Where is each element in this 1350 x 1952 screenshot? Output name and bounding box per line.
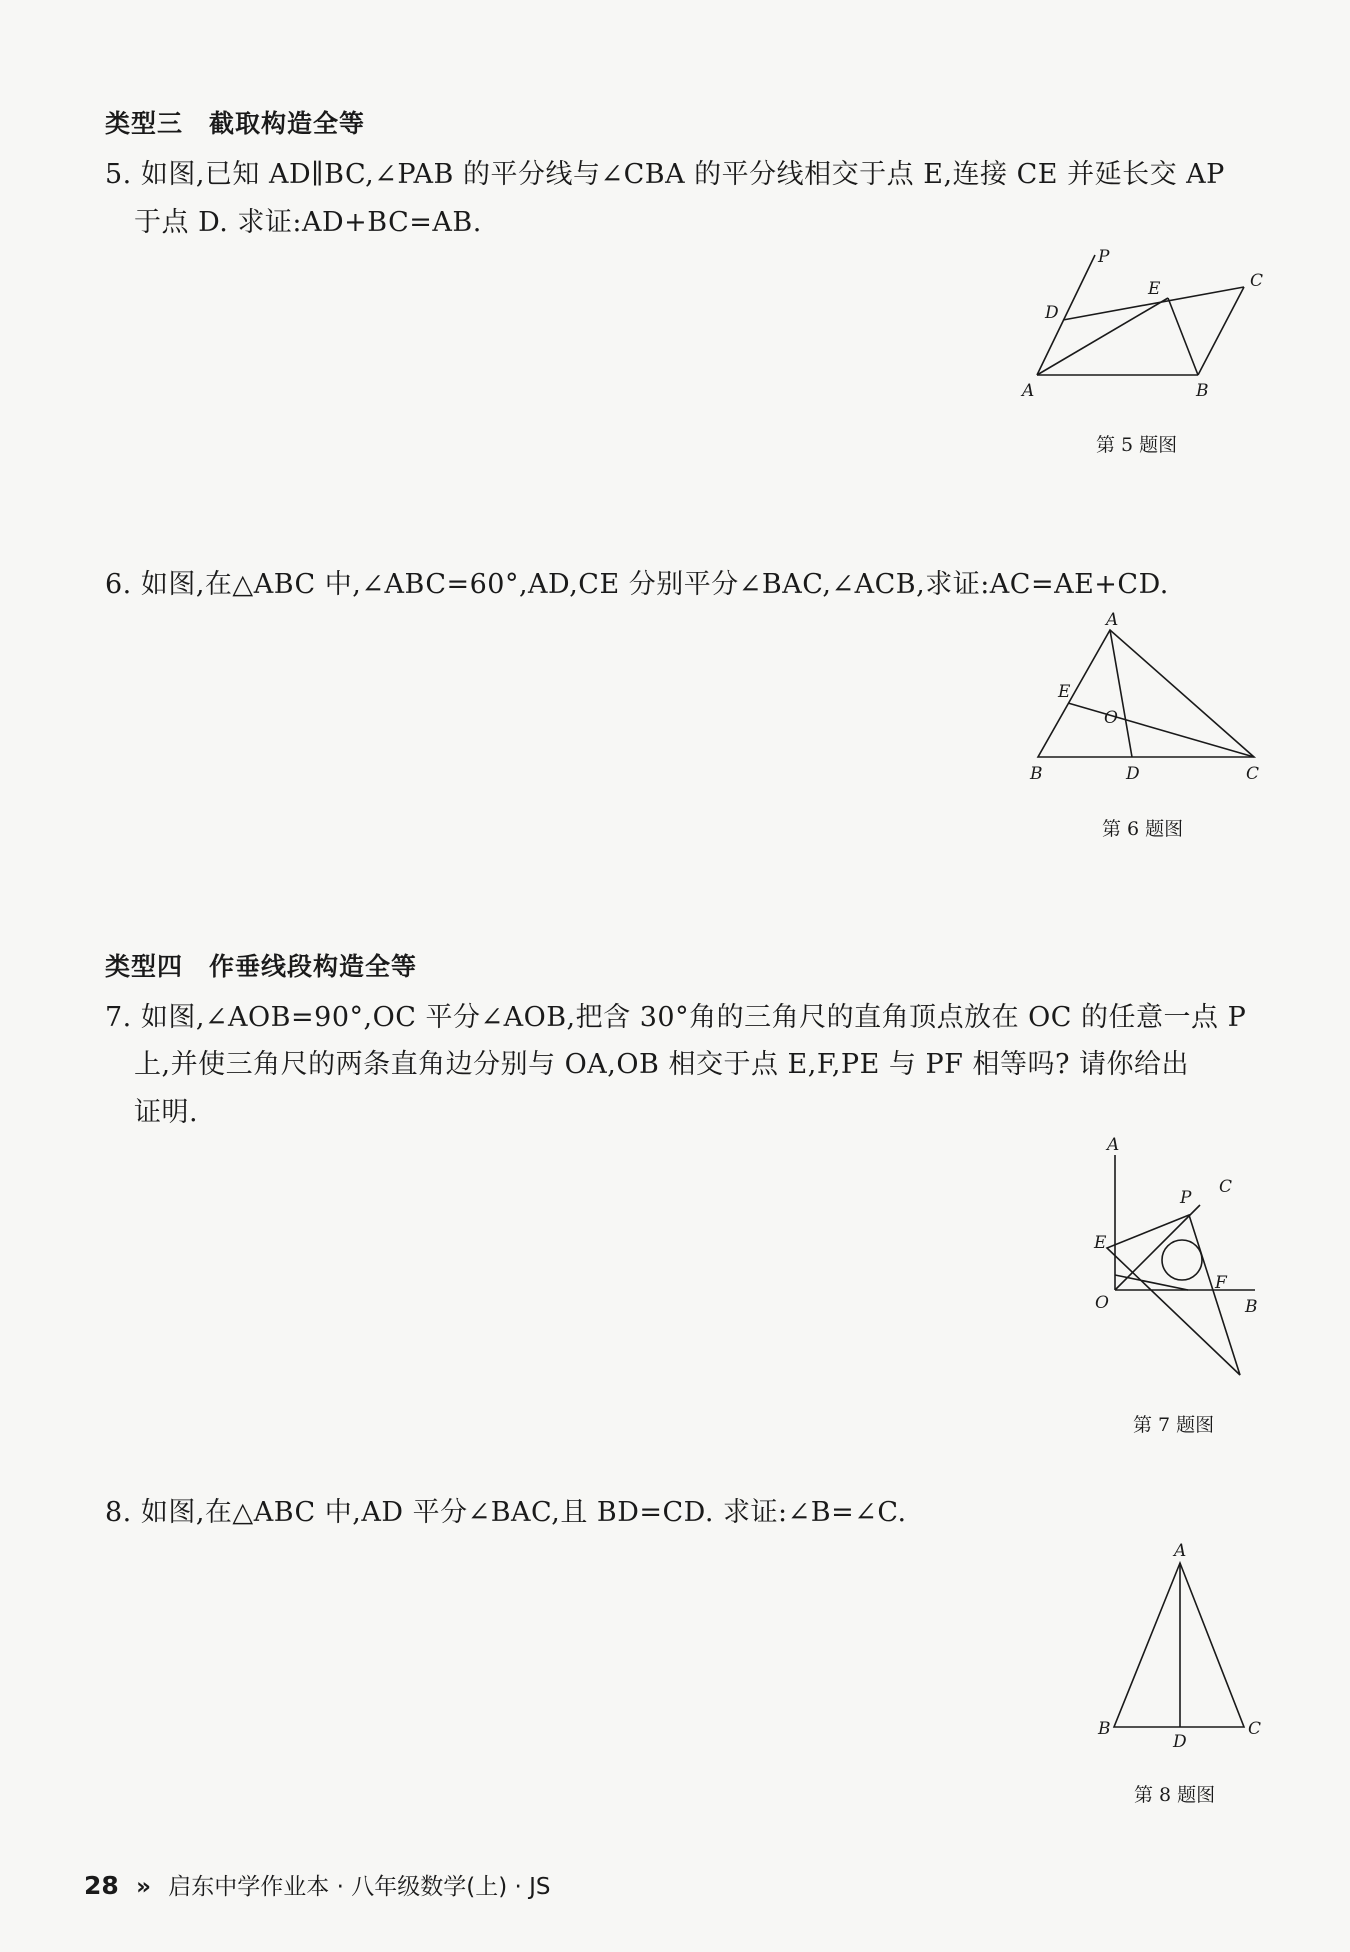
q8-label-C: C bbox=[1248, 1719, 1262, 1739]
page-number: 28 bbox=[84, 1871, 119, 1900]
q6-label-A: A bbox=[1106, 610, 1119, 630]
q8-label-A: A bbox=[1174, 1541, 1187, 1561]
question-5-line-1: 5. 如图,已知 AD∥BC,∠PAB 的平分线与∠CBA 的平分线相交于点 E,连接 CE 并延长交 AP bbox=[105, 159, 1225, 190]
book-title: 启东中学作业本 · 八年级数学(上) · JS bbox=[168, 1874, 551, 1900]
section-heading-type3: 类型三 截取构造全等 bbox=[105, 109, 366, 138]
figure-q6 bbox=[1020, 605, 1290, 795]
caption-q7: 第 7 题图 bbox=[1133, 1414, 1215, 1436]
question-5-line-2: 于点 D. 求证:AD+BC=AB. bbox=[134, 207, 482, 238]
caption-q5: 第 5 题图 bbox=[1096, 434, 1178, 456]
q5-label-B: B bbox=[1196, 381, 1209, 401]
q5-label-C: C bbox=[1250, 271, 1264, 291]
page-footer bbox=[84, 1868, 550, 1901]
q7-label-A: A bbox=[1107, 1135, 1120, 1155]
q7-label-E: E bbox=[1094, 1233, 1107, 1253]
question-7-line-2: 上,并使三角尺的两条直角边分别与 OA,OB 相交于点 E,F,PE 与 PF 相等吗? 请你给出 bbox=[134, 1049, 1190, 1080]
q6-label-E: E bbox=[1058, 682, 1071, 702]
question-8-line-1: 8. 如图,在△ABC 中,AD 平分∠BAC,且 BD=CD. 求证:∠B=∠C. bbox=[105, 1497, 907, 1528]
q7-label-B: B bbox=[1245, 1297, 1258, 1317]
figure-q8 bbox=[1090, 1535, 1270, 1755]
double-arrow-icon: » bbox=[136, 1874, 151, 1900]
q8-label-B: B bbox=[1098, 1719, 1111, 1739]
caption-q8: 第 8 题图 bbox=[1134, 1784, 1216, 1806]
q5-label-E: E bbox=[1148, 279, 1161, 299]
q5-label-P: P bbox=[1098, 247, 1110, 267]
q5-label-D: D bbox=[1045, 303, 1059, 323]
section-heading-type4: 类型四 作垂线段构造全等 bbox=[105, 952, 418, 981]
caption-q6: 第 6 题图 bbox=[1102, 818, 1184, 840]
question-7-line-3: 证明. bbox=[134, 1097, 199, 1128]
figure-q5 bbox=[1010, 240, 1280, 410]
q7-label-P: P bbox=[1180, 1188, 1192, 1208]
q8-label-D: D bbox=[1173, 1732, 1187, 1752]
figure-q7 bbox=[1085, 1130, 1285, 1390]
question-6-line-1: 6. 如图,在△ABC 中,∠ABC=60°,AD,CE 分别平分∠BAC,∠ACB,求证:AC=AE+CD. bbox=[105, 569, 1169, 600]
q7-label-F: F bbox=[1215, 1273, 1227, 1293]
question-7-line-1: 7. 如图,∠AOB=90°,OC 平分∠AOB,把含 30°角的三角尺的直角顶点放在 OC 的任意一点 P bbox=[105, 1002, 1247, 1033]
q7-label-C: C bbox=[1219, 1177, 1233, 1197]
q6-label-C: C bbox=[1246, 764, 1260, 784]
q6-label-D: D bbox=[1126, 764, 1140, 784]
q7-label-O: O bbox=[1095, 1293, 1109, 1313]
q6-label-B: B bbox=[1030, 764, 1043, 784]
q5-label-A: A bbox=[1022, 381, 1035, 401]
q6-label-O: O bbox=[1104, 708, 1118, 728]
